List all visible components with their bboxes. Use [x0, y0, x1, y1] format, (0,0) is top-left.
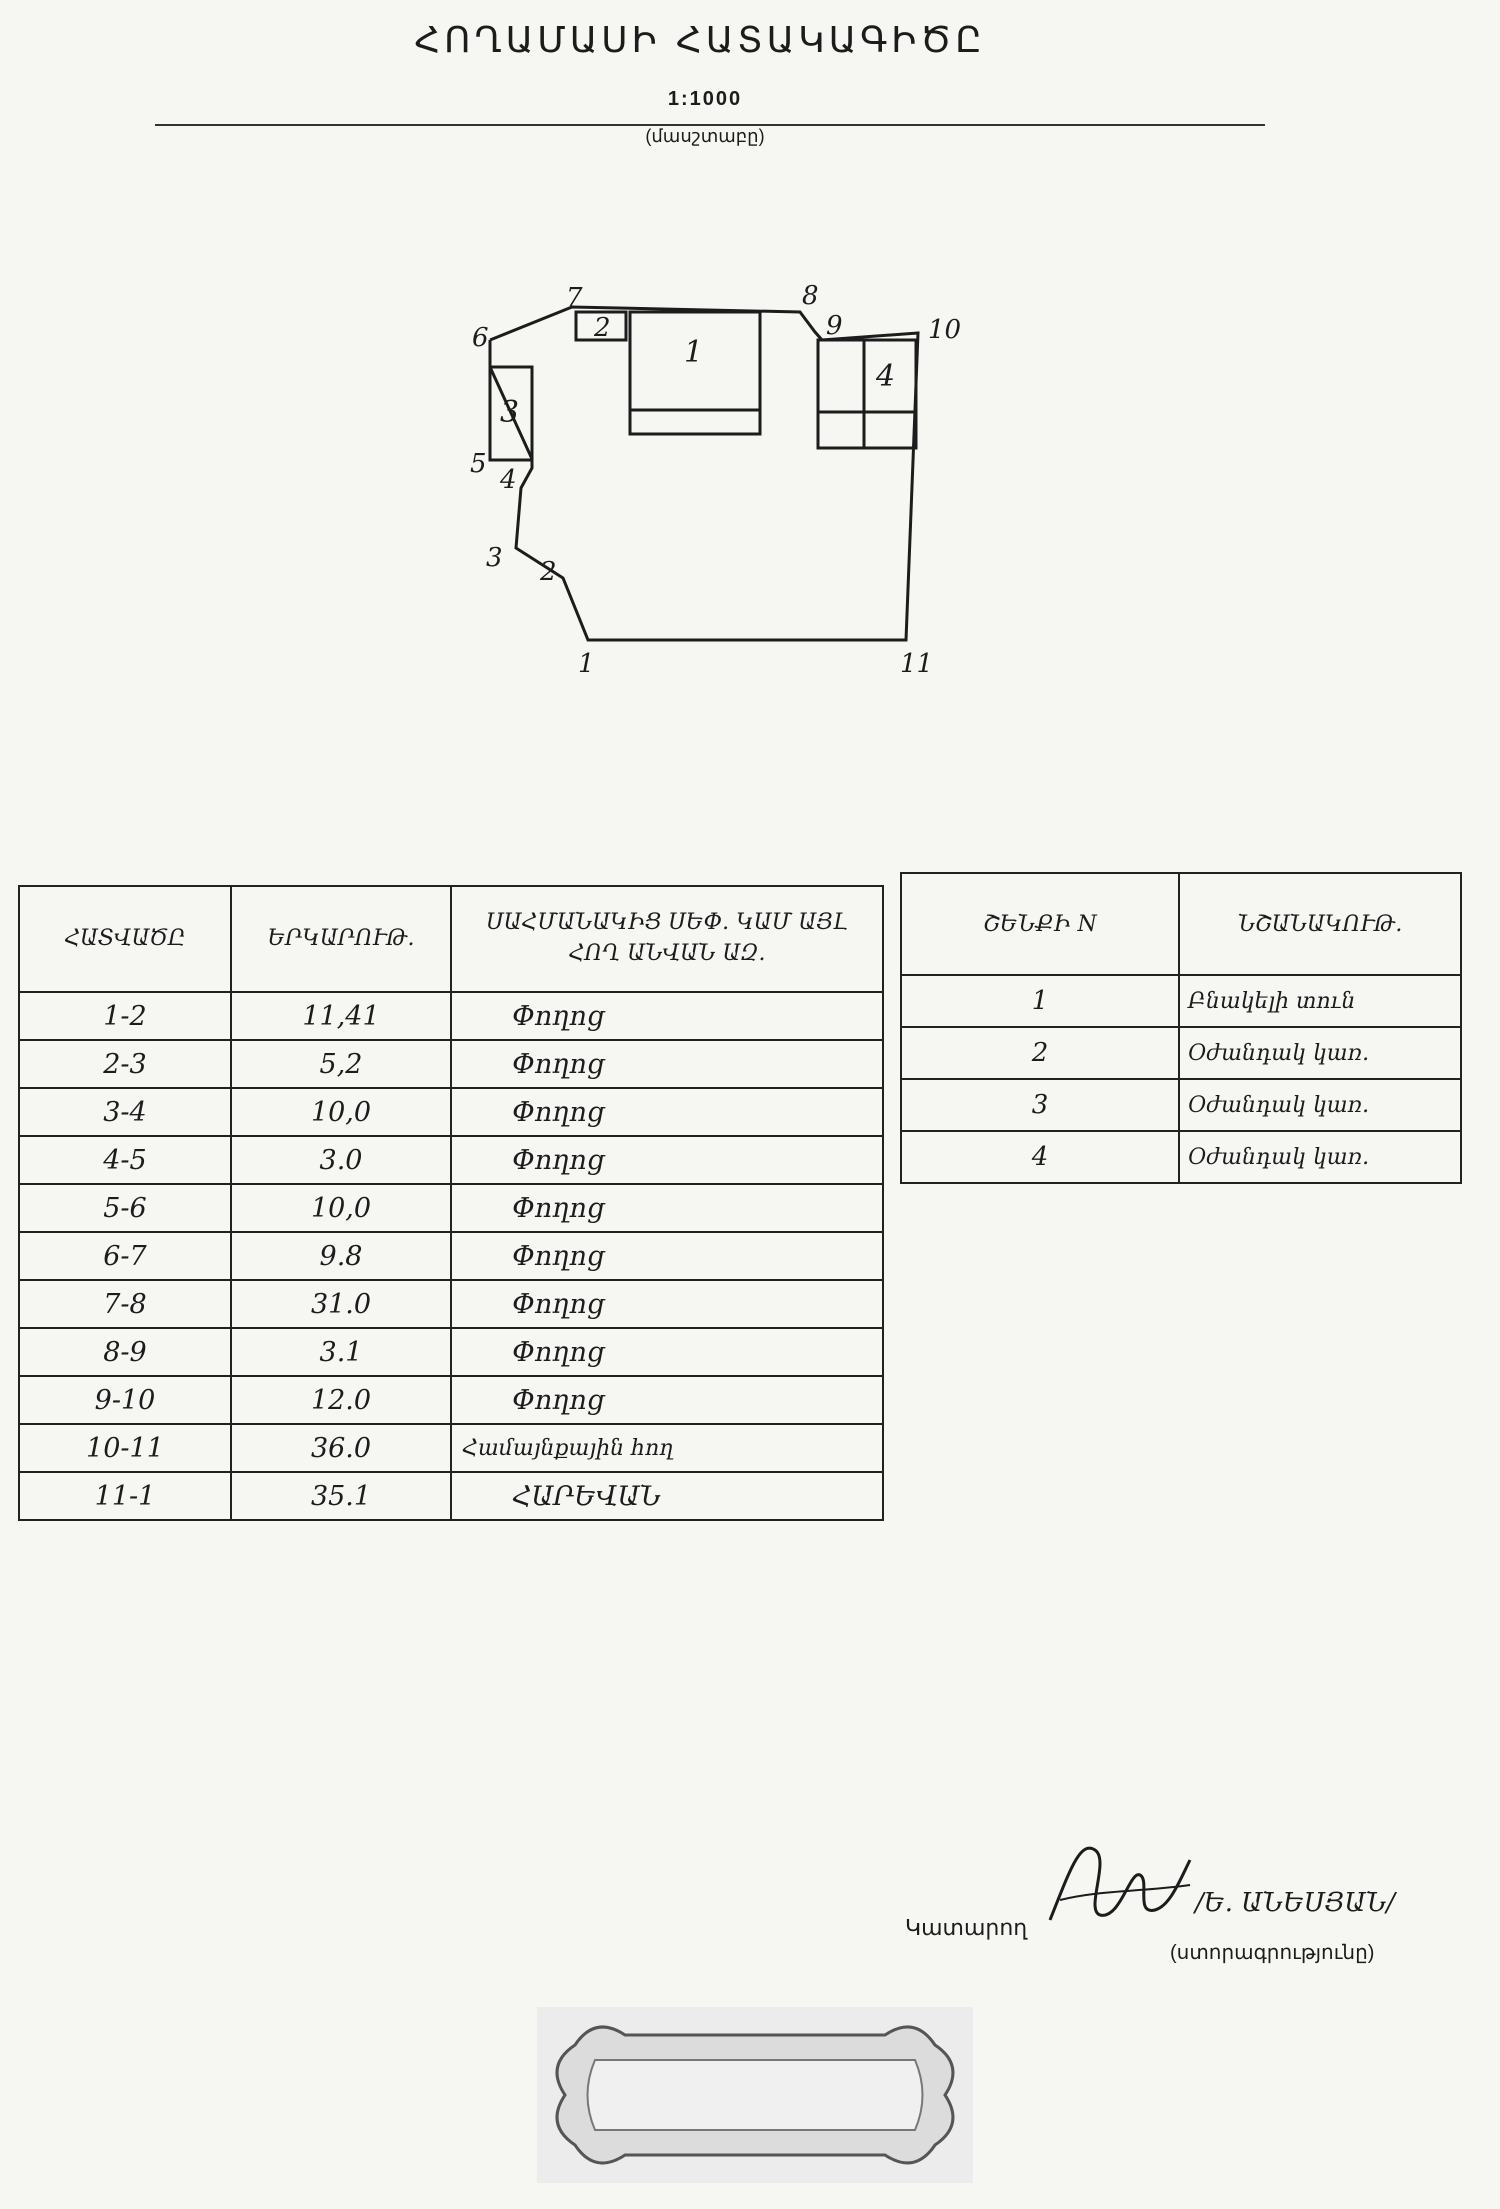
length-cell: 3.0: [231, 1136, 451, 1184]
table-row: [19, 1040, 883, 1088]
length-cell: 35.1: [231, 1472, 451, 1520]
point-label-7: 7: [566, 283, 583, 313]
column-header-segment: ՀԱՏՎԱԾԸ: [19, 886, 231, 992]
table-row: [19, 1280, 883, 1328]
building-purpose-cell: Օժանդակ կառ.: [1179, 1131, 1461, 1183]
neighbor-cell: ՀԱՐԵՎԱՆ: [451, 1472, 883, 1520]
neighbor-cell: Համայնքային հող: [451, 1424, 883, 1472]
neighbor-cell: Փողոց: [451, 1280, 883, 1328]
segment-cell: 8-9: [19, 1328, 231, 1376]
table-row: [19, 1376, 883, 1424]
segment-cell: 7-8: [19, 1280, 231, 1328]
neighbor-cell: Փողոց: [451, 1184, 883, 1232]
plot-boundary: [490, 307, 918, 640]
point-label-11: 11: [900, 649, 934, 679]
table-row: [19, 1232, 883, 1280]
segment-cell: 9-10: [19, 1376, 231, 1424]
neighbor-cell: Փողոց: [451, 1376, 883, 1424]
length-cell: 3.1: [231, 1328, 451, 1376]
signature-caption: (ստորագրությունը): [1170, 1942, 1375, 1964]
column-header-neighbor: ՍԱՀՄԱՆԱԿԻՑ ՍԵՓ. ԿԱՄ ԱՅԼ ՀՈՂ ԱՆՎԱՆ ԱԶ.: [451, 886, 883, 992]
point-label-2: 2: [540, 557, 557, 587]
scale-value: 1:1000: [667, 88, 743, 110]
building-4-outline: [818, 340, 916, 448]
table-row: [901, 975, 1461, 1027]
table-row: [19, 1328, 883, 1376]
table-row: [19, 1088, 883, 1136]
table-row: [19, 992, 883, 1040]
point-label-8: 8: [802, 281, 819, 311]
segment-cell: 1-2: [19, 992, 231, 1040]
executor-name: /Ե. ԱՆԵՍՅԱՆ/: [1195, 1888, 1395, 1918]
column-header-building-number: ՇԵՆՔԻ N: [901, 873, 1179, 975]
length-cell: 5,2: [231, 1040, 451, 1088]
decorative-stamp-frame: [535, 2005, 975, 2185]
point-label-1: 1: [578, 649, 595, 679]
building-number-cell: 2: [901, 1027, 1179, 1079]
neighbor-cell: Փողոց: [451, 1088, 883, 1136]
executor-label: Կատարող: [905, 1915, 1028, 1940]
segment-cell: 3-4: [19, 1088, 231, 1136]
building-number-cell: 1: [901, 975, 1179, 1027]
segment-cell: 2-3: [19, 1040, 231, 1088]
scale-caption: (մասշտաբը): [645, 126, 765, 146]
column-header-purpose: ՆՇԱՆԱԿՈՒԹ.: [1179, 873, 1461, 975]
boundary-segments-table: [18, 885, 884, 1521]
point-label-3: 3: [486, 543, 503, 573]
length-cell: 11,41: [231, 992, 451, 1040]
building-purpose-cell: Օժանդակ կառ.: [1179, 1079, 1461, 1131]
segment-cell: 6-7: [19, 1232, 231, 1280]
column-header-length: ԵՐԿԱՐՈՒԹ.: [231, 886, 451, 992]
building-purpose-cell: Բնակելի տուն: [1179, 975, 1461, 1027]
length-cell: 10,0: [231, 1088, 451, 1136]
page-title: ՀՈՂԱՄԱՍԻ ՀԱՏԱԿԱԳԻԾԸ: [414, 20, 986, 61]
site-plan-drawing: [0, 0, 1500, 700]
building-1-outline: [630, 312, 760, 434]
building-label-2: 2: [594, 313, 611, 343]
length-cell: 12.0: [231, 1376, 451, 1424]
point-label-9: 9: [826, 311, 843, 341]
table-row: [901, 1131, 1461, 1183]
point-label-6: 6: [472, 323, 489, 353]
point-label-4: 4: [500, 465, 517, 495]
neighbor-cell: Փողոց: [451, 1040, 883, 1088]
table-row: [19, 1424, 883, 1472]
building-label-1: 1: [684, 335, 704, 370]
length-cell: 10,0: [231, 1184, 451, 1232]
length-cell: 36.0: [231, 1424, 451, 1472]
building-number-cell: 4: [901, 1131, 1179, 1183]
signature-image: [1040, 1830, 1200, 1940]
table-row: [901, 1027, 1461, 1079]
table-header-row: [901, 873, 1461, 975]
segment-cell: 11-1: [19, 1472, 231, 1520]
length-cell: 31.0: [231, 1280, 451, 1328]
segment-cell: 5-6: [19, 1184, 231, 1232]
table-header-row: [19, 886, 883, 992]
length-cell: 9.8: [231, 1232, 451, 1280]
building-label-4: 4: [876, 359, 896, 394]
neighbor-cell: Փողոց: [451, 1328, 883, 1376]
point-label-5: 5: [470, 449, 487, 479]
segment-cell: 10-11: [19, 1424, 231, 1472]
segment-cell: 4-5: [19, 1136, 231, 1184]
table-row: [19, 1184, 883, 1232]
table-row: [19, 1136, 883, 1184]
table-row: [901, 1079, 1461, 1131]
table-row: [19, 1472, 883, 1520]
neighbor-cell: Փողոց: [451, 1136, 883, 1184]
building-label-3: 3: [500, 395, 520, 430]
building-purpose-cell: Օժանդակ կառ.: [1179, 1027, 1461, 1079]
point-label-10: 10: [928, 315, 962, 345]
neighbor-cell: Փողոց: [451, 1232, 883, 1280]
buildings-table: [900, 872, 1462, 1184]
neighbor-cell: Փողոց: [451, 992, 883, 1040]
building-number-cell: 3: [901, 1079, 1179, 1131]
